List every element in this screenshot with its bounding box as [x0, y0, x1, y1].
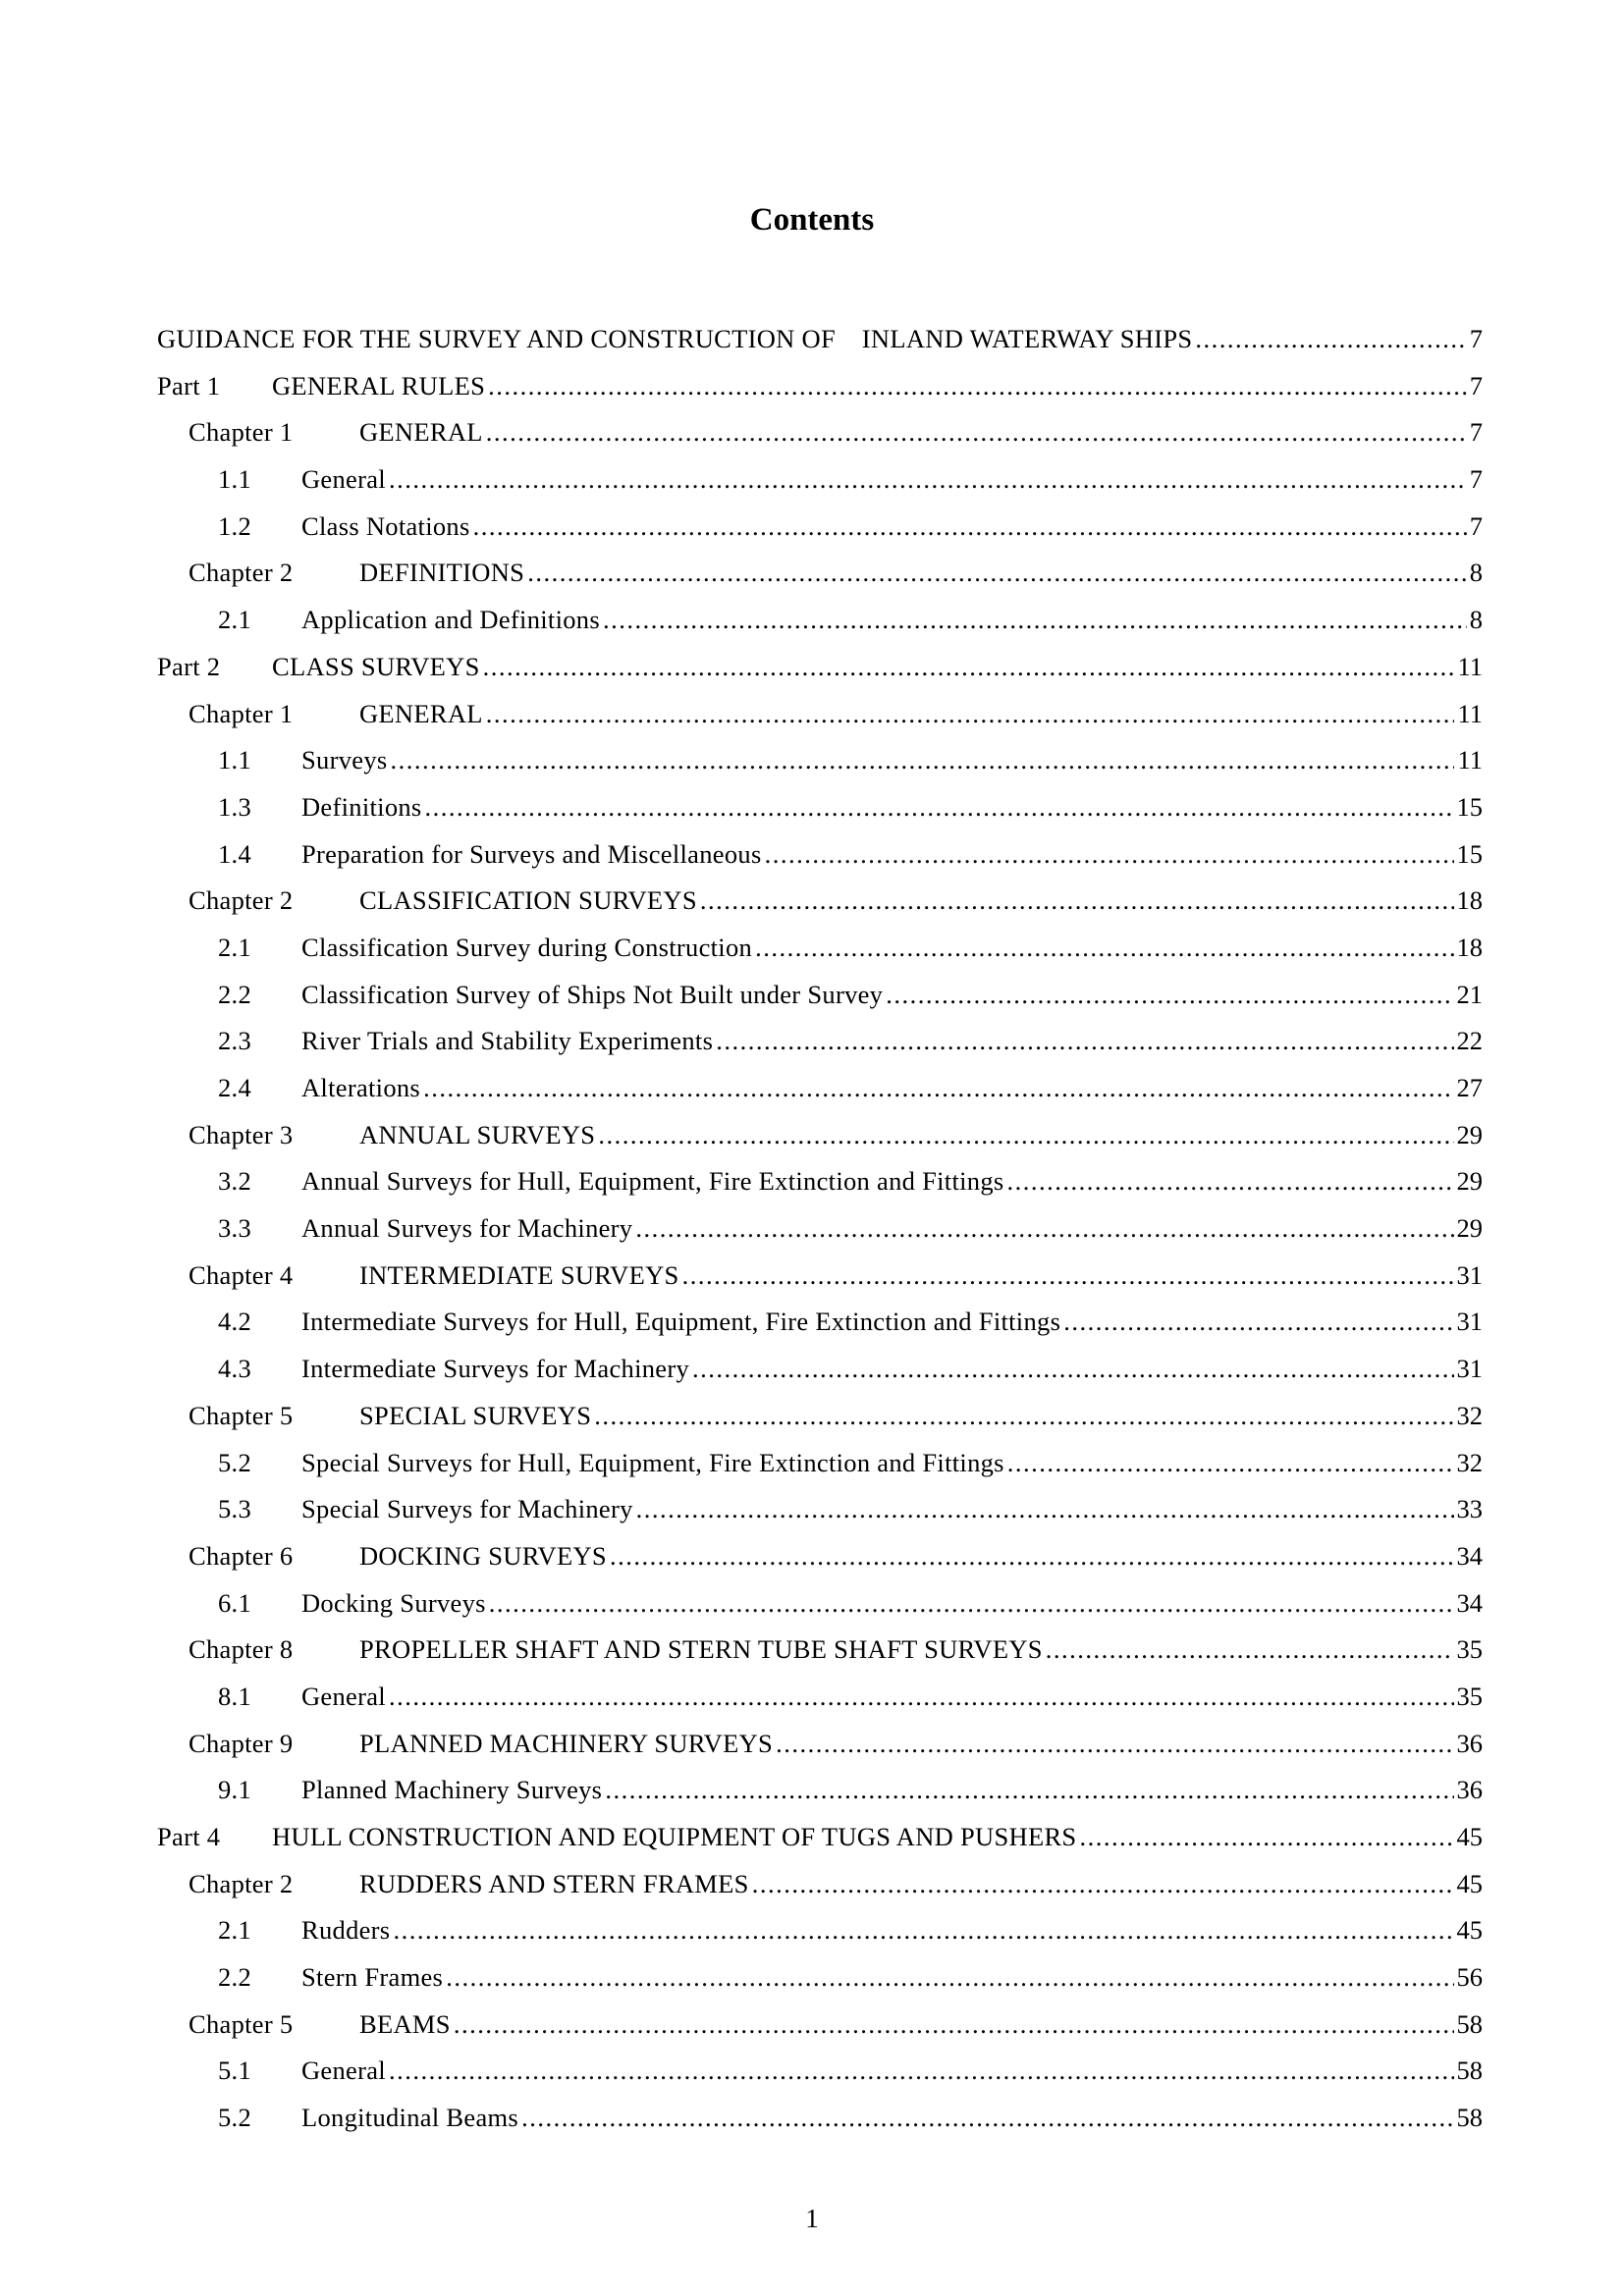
toc-entry-page: 7 [1469, 324, 1483, 353]
toc-entry-title: INTERMEDIATE SURVEYS [359, 1259, 679, 1290]
toc-dot-leader [1079, 1814, 1453, 1861]
toc-entry-section[interactable] [157, 831, 1483, 879]
toc-dot-leader [488, 363, 1467, 410]
toc-dot-leader [886, 972, 1453, 1019]
toc-entry-section[interactable] [157, 737, 1483, 784]
toc-entry-number: Chapter 2 [189, 558, 294, 588]
toc-entry-chapter[interactable] [157, 1112, 1483, 1159]
toc-dot-leader [605, 1767, 1453, 1814]
toc-entry-chapter[interactable] [157, 1627, 1483, 1674]
toc-dot-leader [1195, 316, 1466, 363]
toc-entry-number: Chapter 8 [189, 1634, 294, 1665]
toc-entry-number: Chapter 1 [189, 417, 294, 448]
toc-entry-page: 11 [1457, 698, 1483, 728]
toc-dot-leader [393, 1907, 1453, 1954]
toc-dot-leader [594, 1393, 1453, 1440]
toc-entry-section[interactable] [157, 1299, 1483, 1346]
toc-entry-section[interactable] [157, 456, 1483, 504]
toc-entry-page: 8 [1469, 605, 1483, 635]
toc-entry-page: 11 [1457, 651, 1483, 681]
toc-entry-number: 8.1 [218, 1681, 252, 1711]
toc-entry-title: Intermediate Surveys for Machinery [301, 1354, 690, 1384]
toc-dot-leader [446, 1954, 1453, 2002]
toc-entry-page: 7 [1469, 464, 1483, 495]
toc-dot-leader [610, 1533, 1454, 1580]
toc-entry-section[interactable] [157, 1205, 1483, 1253]
toc-entry-title: GENERAL [359, 698, 483, 728]
toc-dot-leader [636, 1486, 1454, 1533]
toc-dot-leader [454, 2002, 1454, 2049]
toc-entry-number: 2.1 [218, 1915, 252, 1946]
toc-entry-section[interactable] [157, 1158, 1483, 1205]
toc-entry-page: 15 [1456, 838, 1483, 869]
toc-dot-leader [389, 1674, 1454, 1721]
toc-entry-number: Chapter 2 [189, 885, 294, 916]
toc-entry-number: Chapter 6 [189, 1540, 294, 1571]
toc-entry-title: Stern Frames [301, 1962, 444, 1993]
toc-entry-part[interactable] [157, 644, 1483, 691]
toc-dot-leader [752, 1861, 1454, 1908]
toc-entry-top[interactable] [157, 316, 1483, 363]
toc-dot-leader [389, 2048, 1454, 2095]
toc-entry-number: 2.4 [218, 1073, 252, 1102]
toc-entry-number: 5.1 [218, 2056, 252, 2086]
toc-entry-chapter[interactable] [157, 1533, 1483, 1580]
toc-dot-leader [765, 831, 1454, 879]
toc-dot-leader [489, 1580, 1454, 1628]
page-number: 1 [805, 2204, 819, 2233]
toc-entry-number: Chapter 5 [189, 2008, 294, 2039]
toc-entry-number: 3.2 [218, 1166, 252, 1197]
toc-entry-title: Docking Surveys [301, 1587, 486, 1618]
toc-dot-leader [425, 784, 1454, 831]
toc-entry-number: 9.1 [218, 1775, 252, 1805]
toc-entry-page: 56 [1456, 1962, 1483, 1993]
toc-entry-number: 5.2 [218, 2103, 252, 2133]
toc-dot-leader [423, 1065, 1453, 1112]
toc-entry-section[interactable] [157, 1018, 1483, 1065]
toc-dot-leader [391, 737, 1455, 784]
toc-dot-leader [1046, 1627, 1454, 1674]
toc-entry-section[interactable] [157, 1674, 1483, 1721]
toc-entry-page: 8 [1469, 558, 1483, 588]
toc-entry-page: 33 [1456, 1494, 1483, 1524]
table-of-contents [157, 316, 1483, 2142]
toc-entry-number: 2.1 [218, 932, 252, 962]
toc-entry-number: Part 1 [157, 370, 221, 400]
toc-entry-page: 35 [1456, 1681, 1483, 1711]
toc-entry-number: 4.2 [218, 1307, 252, 1337]
toc-entry-section[interactable] [157, 597, 1483, 644]
toc-entry-section[interactable] [157, 2048, 1483, 2095]
toc-entry-section[interactable] [157, 972, 1483, 1019]
toc-entry-page: 29 [1456, 1213, 1483, 1244]
toc-dot-leader [776, 1721, 1453, 1768]
toc-entry-title: CLASS SURVEYS [272, 651, 480, 681]
toc-entry-title: DEFINITIONS [359, 558, 525, 588]
toc-entry-title: Classification Survey during Construction [301, 932, 753, 962]
toc-entry-number: Part 4 [157, 1822, 221, 1851]
toc-entry-number: 1.2 [218, 510, 252, 541]
toc-entry-title: CLASSIFICATION SURVEYS [359, 885, 697, 916]
toc-entry-section[interactable] [157, 1346, 1483, 1393]
toc-entry-section[interactable] [157, 784, 1483, 831]
toc-dot-leader [598, 1112, 1453, 1159]
page-title: Contents [749, 202, 875, 238]
toc-entry-section[interactable] [157, 2095, 1483, 2142]
toc-entry-section[interactable] [157, 1767, 1483, 1814]
toc-entry-page: 22 [1456, 1026, 1483, 1056]
toc-entry-title: GUIDANCE FOR THE SURVEY AND CONSTRUCTION OF INLAND WATERWAY SHIPS [157, 324, 1193, 353]
toc-entry-title: Preparation for Surveys and Miscellaneous [301, 838, 762, 869]
toc-entry-number: 1.1 [218, 745, 252, 775]
toc-entry-page: 32 [1456, 1400, 1483, 1430]
toc-entry-chapter[interactable] [157, 1861, 1483, 1908]
toc-entry-page: 58 [1456, 2103, 1483, 2133]
toc-entry-chapter[interactable] [157, 878, 1483, 925]
toc-dot-leader [603, 597, 1467, 644]
toc-dot-leader [486, 409, 1467, 456]
toc-entry-title: SPECIAL SURVEYS [359, 1400, 592, 1430]
toc-entry-title: Annual Surveys for Hull, Equipment, Fire Extinction and Fittings [301, 1166, 1004, 1197]
toc-entry-chapter[interactable] [157, 1721, 1483, 1768]
toc-entry-title: Application and Definitions [301, 605, 600, 635]
toc-dot-leader [755, 925, 1453, 972]
toc-entry-chapter[interactable] [157, 2002, 1483, 2049]
toc-dot-leader [635, 1205, 1453, 1253]
toc-entry-number: 1.3 [218, 791, 252, 822]
toc-entry-title: General [301, 2056, 386, 2086]
toc-entry-section[interactable] [157, 1065, 1483, 1112]
toc-entry-page: 21 [1456, 979, 1483, 1009]
toc-entry-page: 35 [1456, 1634, 1483, 1665]
toc-entry-title: River Trials and Stability Experiments [301, 1026, 714, 1056]
toc-dot-leader [483, 644, 1455, 691]
toc-entry-title: Annual Surveys for Machinery [301, 1213, 633, 1244]
toc-entry-part[interactable] [157, 1814, 1483, 1861]
toc-entry-title: Classification Survey of Ships Not Built under Survey [301, 979, 884, 1009]
toc-entry-number: 4.3 [218, 1354, 252, 1384]
toc-entry-page: 15 [1456, 791, 1483, 822]
toc-entry-section[interactable] [157, 1907, 1483, 1954]
toc-entry-title: Longitudinal Beams [301, 2103, 519, 2133]
toc-entry-title: Class Notations [301, 510, 470, 541]
toc-dot-leader [527, 550, 1467, 597]
toc-dot-leader [716, 1018, 1453, 1065]
toc-entry-section[interactable] [157, 925, 1483, 972]
toc-dot-leader [682, 1253, 1454, 1300]
toc-entry-chapter[interactable] [157, 1253, 1483, 1300]
toc-entry-page: 29 [1456, 1166, 1483, 1197]
toc-entry-section[interactable] [157, 1440, 1483, 1487]
toc-entry-number: 2.1 [218, 605, 252, 635]
toc-entry-page: 34 [1456, 1540, 1483, 1571]
toc-entry-number: Chapter 3 [189, 1119, 294, 1149]
toc-entry-number: 5.2 [218, 1447, 252, 1477]
toc-entry-page: 27 [1456, 1073, 1483, 1102]
toc-entry-number: 1.1 [218, 464, 252, 495]
toc-entry-number: Part 2 [157, 651, 221, 681]
toc-entry-number: 3.3 [218, 1213, 252, 1244]
toc-entry-chapter[interactable] [157, 550, 1483, 597]
toc-entry-number: 2.2 [218, 1962, 252, 1993]
toc-entry-title: DOCKING SURVEYS [359, 1540, 607, 1571]
toc-entry-page: 36 [1456, 1775, 1483, 1805]
toc-entry-page: 31 [1456, 1354, 1483, 1384]
toc-entry-chapter[interactable] [157, 691, 1483, 738]
toc-entry-title: GENERAL [359, 417, 483, 448]
toc-entry-title: Intermediate Surveys for Hull, Equipment, Fire Extinction and Fittings [301, 1307, 1061, 1337]
toc-entry-title: GENERAL RULES [272, 370, 486, 400]
toc-entry-page: 18 [1456, 932, 1483, 962]
toc-entry-page: 34 [1456, 1587, 1483, 1618]
toc-entry-title: Rudders [301, 1915, 391, 1946]
toc-entry-page: 18 [1456, 885, 1483, 916]
toc-entry-page: 29 [1456, 1119, 1483, 1149]
toc-dot-leader [1007, 1158, 1454, 1205]
toc-entry-title: HULL CONSTRUCTION AND EQUIPMENT OF TUGS AND PUSHERS [272, 1822, 1077, 1851]
toc-entry-title: ANNUAL SURVEYS [359, 1119, 596, 1149]
toc-entry-page: 58 [1456, 2056, 1483, 2086]
toc-entry-title: Definitions [301, 791, 422, 822]
toc-entry-part[interactable] [157, 363, 1483, 410]
toc-entry-number: 2.3 [218, 1026, 252, 1056]
toc-entry-page: 32 [1456, 1447, 1483, 1477]
toc-entry-page: 7 [1469, 370, 1483, 400]
toc-entry-title: Planned Machinery Surveys [301, 1775, 603, 1805]
toc-entry-number: 2.2 [218, 979, 252, 1009]
toc-entry-number: Chapter 4 [189, 1259, 294, 1290]
toc-entry-page: 45 [1456, 1915, 1483, 1946]
toc-entry-chapter[interactable] [157, 409, 1483, 456]
toc-entry-number: 5.3 [218, 1494, 252, 1524]
toc-entry-page: 36 [1456, 1728, 1483, 1758]
toc-dot-leader [389, 456, 1467, 504]
toc-entry-number: Chapter 9 [189, 1728, 294, 1758]
toc-entry-page: 31 [1456, 1307, 1483, 1337]
toc-dot-leader [1007, 1440, 1454, 1487]
toc-dot-leader [486, 691, 1455, 738]
toc-dot-leader [692, 1346, 1453, 1393]
toc-entry-title: BEAMS [359, 2008, 451, 2039]
toc-entry-title: RUDDERS AND STERN FRAMES [359, 1868, 749, 1898]
toc-entry-number: 6.1 [218, 1587, 252, 1618]
toc-entry-section[interactable] [157, 504, 1483, 551]
toc-entry-section[interactable] [157, 1486, 1483, 1533]
toc-entry-number: 1.4 [218, 838, 252, 869]
toc-dot-leader [521, 2095, 1453, 2142]
toc-entry-title: General [301, 1681, 386, 1711]
toc-entry-title: Surveys [301, 745, 388, 775]
toc-entry-number: Chapter 5 [189, 1400, 294, 1430]
toc-dot-leader [1063, 1299, 1453, 1346]
toc-entry-chapter[interactable] [157, 1393, 1483, 1440]
toc-entry-page: 45 [1456, 1822, 1483, 1851]
toc-entry-number: Chapter 2 [189, 1868, 294, 1898]
toc-entry-title: PLANNED MACHINERY SURVEYS [359, 1728, 774, 1758]
toc-entry-page: 7 [1469, 510, 1483, 541]
toc-dot-leader [473, 504, 1467, 551]
toc-entry-page: 31 [1456, 1259, 1483, 1290]
toc-entry-page: 45 [1456, 1868, 1483, 1898]
toc-entry-title: Special Surveys for Hull, Equipment, Fire Extinction and Fittings [301, 1447, 1004, 1477]
toc-entry-page: 58 [1456, 2008, 1483, 2039]
toc-entry-title: General [301, 464, 386, 495]
toc-entry-section[interactable] [157, 1954, 1483, 2002]
toc-entry-title: Special Surveys for Machinery [301, 1494, 633, 1524]
toc-entry-title: Alterations [301, 1073, 421, 1102]
toc-entry-title: PROPELLER SHAFT AND STERN TUBE SHAFT SURVEYS [359, 1634, 1043, 1665]
toc-dot-leader [700, 878, 1454, 925]
toc-entry-page: 11 [1457, 745, 1483, 775]
toc-entry-section[interactable] [157, 1580, 1483, 1628]
toc-entry-number: Chapter 1 [189, 698, 294, 728]
toc-entry-page: 7 [1469, 417, 1483, 448]
